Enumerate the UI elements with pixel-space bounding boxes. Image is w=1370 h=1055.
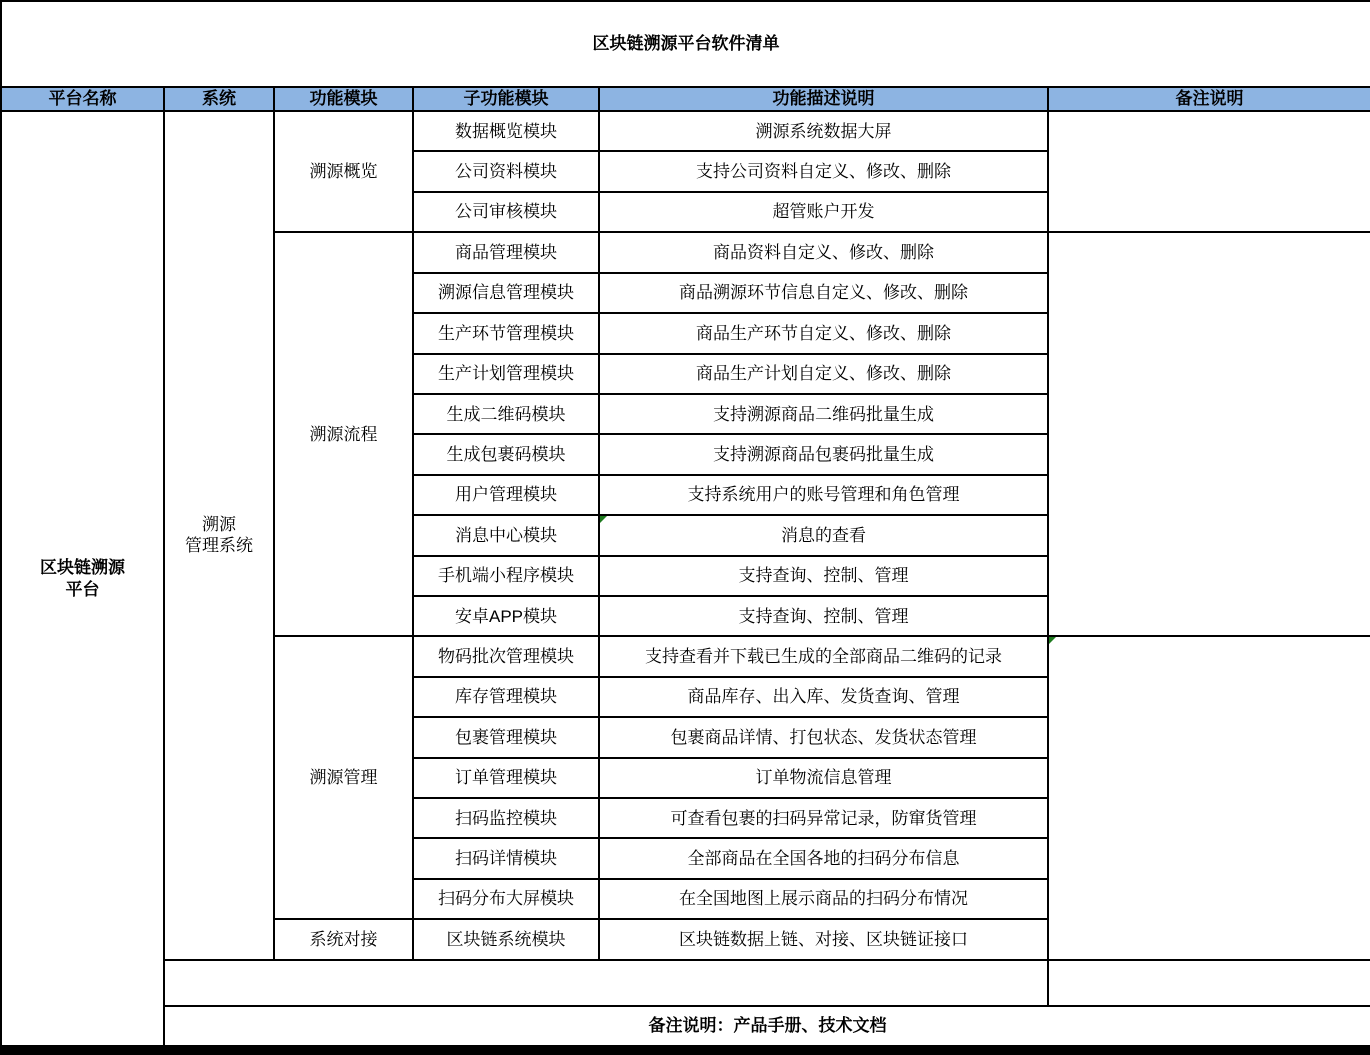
sub-module-cell: 生产计划管理模块 — [413, 354, 599, 394]
sub-module-cell: 生成包裹码模块 — [413, 434, 599, 474]
sub-module-cell: 扫码分布大屏模块 — [413, 879, 599, 919]
remark-cell-2 — [1048, 232, 1370, 636]
description-cell: 全部商品在全国各地的扫码分布信息 — [599, 838, 1048, 878]
empty-cell-main — [164, 960, 1048, 1006]
description-cell: 支持系统用户的账号管理和角色管理 — [599, 475, 1048, 515]
remark-cell-1 — [1048, 111, 1370, 232]
module-cell-management: 溯源管理 — [274, 636, 413, 919]
sub-module-cell: 区块链系统模块 — [413, 919, 599, 959]
description-cell: 支持查询、控制、管理 — [599, 556, 1048, 596]
platform-name-line1: 区块链溯源 — [40, 558, 125, 578]
empty-row — [1, 960, 1370, 1006]
header-cell-platform: 平台名称 — [1, 87, 164, 111]
platform-name-line2: 平台 — [65, 579, 100, 599]
description-cell: 在全国地图上展示商品的扫码分布情况 — [599, 879, 1048, 919]
system-name-line1: 溯源 — [202, 515, 236, 535]
description-cell: 支持溯源商品二维码批量生成 — [599, 394, 1048, 434]
description-cell: 包裹商品详情、打包状态、发货状态管理 — [599, 717, 1048, 757]
sub-module-cell: 包裹管理模块 — [413, 717, 599, 757]
system-name-line2: 管理系统 — [185, 536, 253, 556]
description-cell: 支持查询、控制、管理 — [599, 596, 1048, 636]
sub-module-cell: 安卓APP模块 — [413, 596, 599, 636]
sub-module-cell: 物码批次管理模块 — [413, 636, 599, 676]
header-cell-remark: 备注说明 — [1048, 87, 1370, 111]
description-cell — [599, 515, 1048, 555]
description-cell: 支持查看并下载已生成的全部商品二维码的记录 — [599, 636, 1048, 676]
description-cell: 商品生产环节自定义、修改、删除 — [599, 313, 1048, 353]
description-cell: 订单物流信息管理 — [599, 758, 1048, 798]
sub-module-cell: 溯源信息管理模块 — [413, 273, 599, 313]
header-row — [1, 87, 1370, 111]
platform-name-cell — [1, 111, 164, 1046]
bottom-border-bar — [0, 1047, 1370, 1055]
table-row — [1, 111, 1370, 151]
header-cell-description: 功能描述说明 — [599, 87, 1048, 111]
description-cell: 超管账户开发 — [599, 192, 1048, 232]
sub-module-cell: 商品管理模块 — [413, 232, 599, 272]
sub-module-cell: 数据概览模块 — [413, 111, 599, 151]
header-cell-sub-module: 子功能模块 — [413, 87, 599, 111]
description-cell: 商品生产计划自定义、修改、删除 — [599, 354, 1048, 394]
corner-flag-icon — [600, 516, 607, 523]
module-cell-overview: 溯源概览 — [274, 111, 413, 232]
description-cell: 溯源系统数据大屏 — [599, 111, 1048, 151]
description-cell: 区块链数据上链、对接、区块链证接口 — [599, 919, 1048, 959]
footer-note: 备注说明：产品手册、技术文档 — [164, 1006, 1370, 1046]
system-name-cell — [164, 111, 274, 960]
corner-flag-icon — [1049, 637, 1056, 644]
sub-module-cell: 手机端小程序模块 — [413, 556, 599, 596]
sub-module-cell: 扫码监控模块 — [413, 798, 599, 838]
description-cell: 商品库存、出入库、发货查询、管理 — [599, 677, 1048, 717]
title-row — [1, 1, 1370, 87]
empty-cell-remark — [1048, 960, 1370, 1006]
sub-module-cell: 生产环节管理模块 — [413, 313, 599, 353]
description-cell: 可查看包裹的扫码异常记录，防窜货管理 — [599, 798, 1048, 838]
header-cell-module: 功能模块 — [274, 87, 413, 111]
sub-module-cell: 扫码详情模块 — [413, 838, 599, 878]
sub-module-cell: 库存管理模块 — [413, 677, 599, 717]
sub-module-cell: 消息中心模块 — [413, 515, 599, 555]
module-cell-integration: 系统对接 — [274, 919, 413, 959]
remark-cell-3 — [1048, 636, 1370, 959]
header-cell-system: 系统 — [164, 87, 274, 111]
sub-module-cell: 公司审核模块 — [413, 192, 599, 232]
page-title: 区块链溯源平台软件清单 — [1, 1, 1370, 87]
description-cell: 商品溯源环节信息自定义、修改、删除 — [599, 273, 1048, 313]
description-cell: 支持溯源商品包裹码批量生成 — [599, 434, 1048, 474]
sub-module-cell: 生成二维码模块 — [413, 394, 599, 434]
description-cell: 商品资料自定义、修改、删除 — [599, 232, 1048, 272]
module-cell-process: 溯源流程 — [274, 232, 413, 636]
description-text: 消息的查看 — [781, 525, 866, 545]
sub-module-cell: 订单管理模块 — [413, 758, 599, 798]
sub-module-cell: 用户管理模块 — [413, 475, 599, 515]
sub-module-cell: 公司资料模块 — [413, 151, 599, 191]
description-cell: 支持公司资料自定义、修改、删除 — [599, 151, 1048, 191]
footer-note-row — [1, 1006, 1370, 1046]
